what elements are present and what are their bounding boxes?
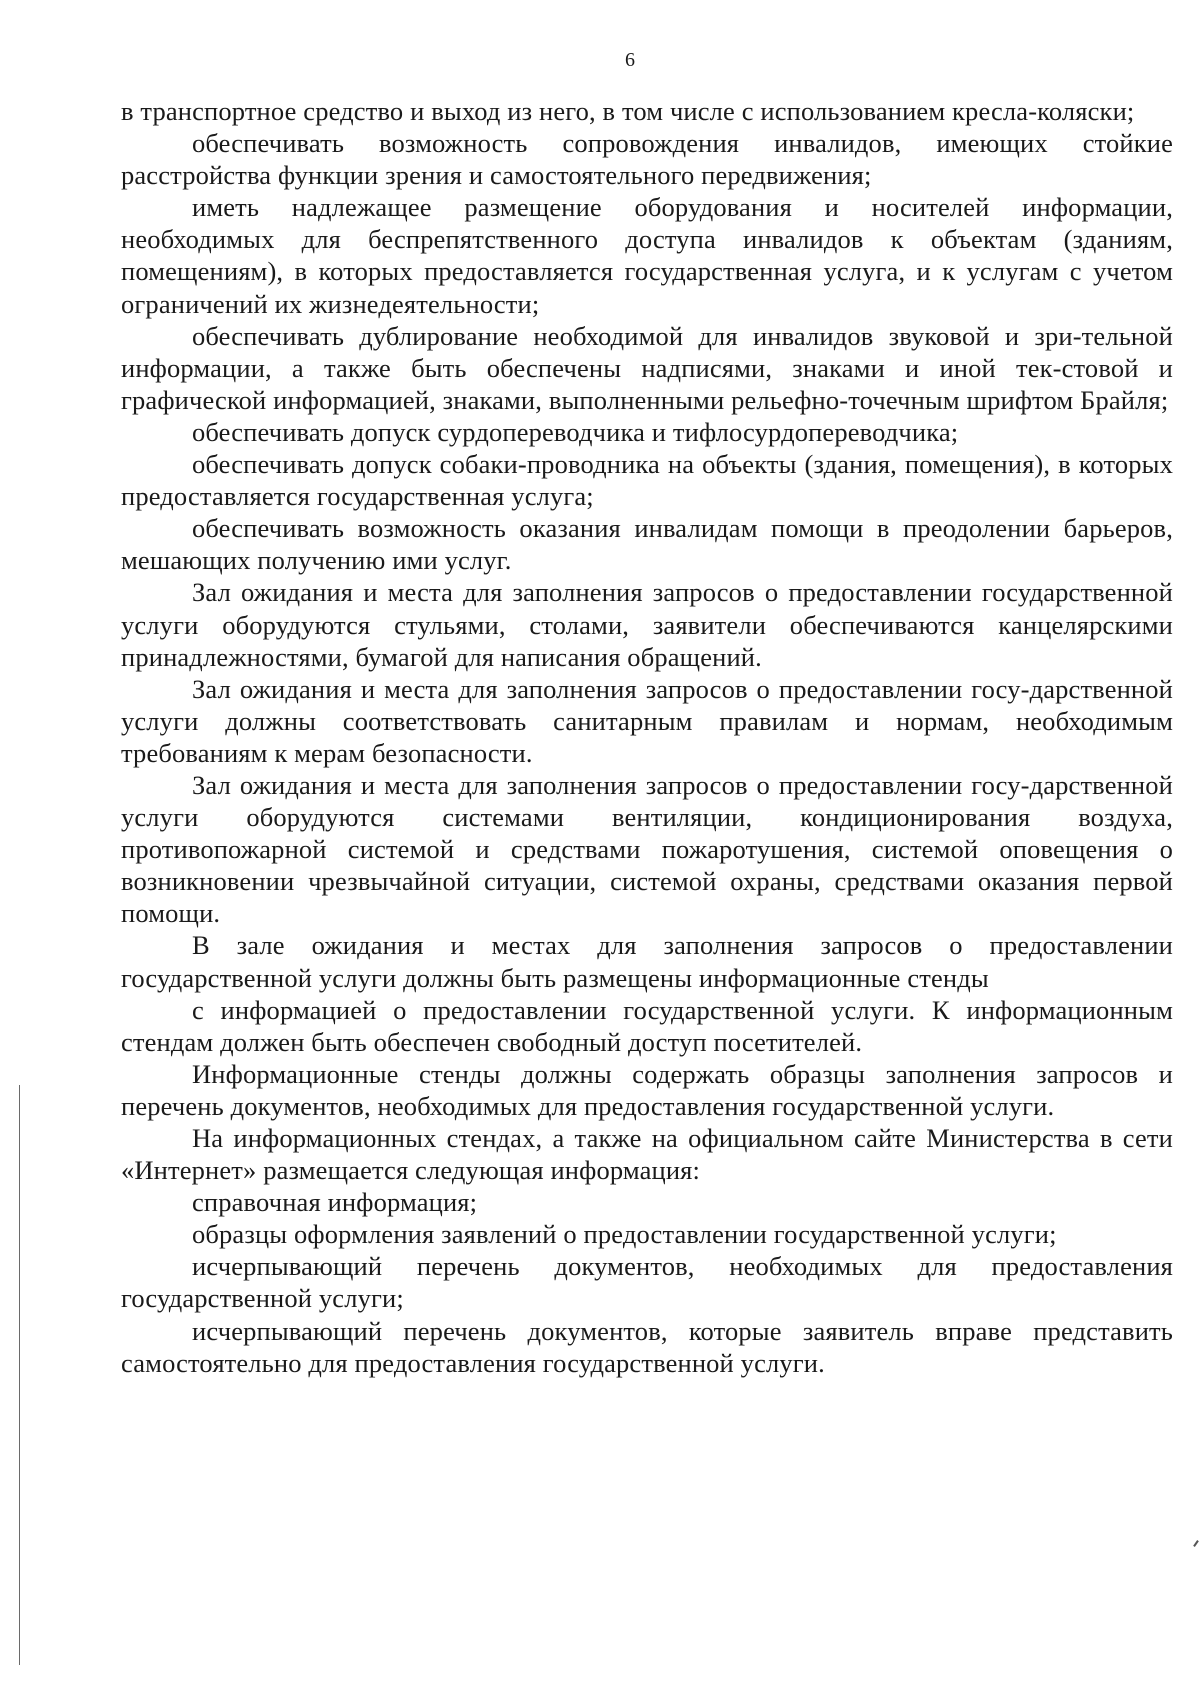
scan-margin-mark (1193, 1540, 1199, 1547)
paragraph: с информацией о предоставлении государственной услуги. К информационным стендам должен быть обеспечен свободный доступ посетителей. (121, 994, 1173, 1057)
paragraph: справочная информация; (192, 1187, 478, 1218)
document-body (121, 95, 1173, 1379)
scan-margin-line (19, 1085, 20, 1665)
paragraph: обеспечивать возможность сопровождения инвалидов, имеющих стойкие расстройства функции зрения и самостоятельного передвижения; (121, 128, 1173, 191)
paragraph: обеспечивать дублирование необходимой для инвалидов звуковой и зри-тельной информации, а также быть обеспечены надписями, знаками и иной тек-стовой и графической информацией, знаками, выполненными рельефно-точечным шрифтом Брайля; (121, 320, 1173, 415)
paragraph: иметь надлежащее размещение оборудования и носителей информации, необходимых для беспрепятственного доступа инвалидов к объектам (зданиям, помещениям), в которых предоставляется государственная услуга, и к услугам с учетом ограничений их жизнедеятельности; (121, 192, 1173, 319)
paragraph: обеспечивать возможность оказания инвалидам помощи в преодолении барьеров, мешающих получению ими услуг. (121, 513, 1173, 576)
paragraph: Зал ожидания и места для заполнения запросов о предоставлении госу-дарственной услуги оборудуются системами вентиляции, кондиционирования воздуха, противопожарной системой и средствами пожаротушения, системой оповещения о возникновении чрезвычайной ситуации, системой охраны, средствами оказания первой помощи. (121, 769, 1173, 929)
paragraph: исчерпывающий перечень документов, необходимых для предоставления государственной услуги; (121, 1251, 1173, 1314)
paragraph: Зал ожидания и места для заполнения запросов о предоставлении госу-дарственной услуги должны соответствовать санитарным правилам и нормам, необходимым требованиям к мерам безопасности. (121, 673, 1173, 768)
paragraph: Зал ожидания и места для заполнения запросов о предоставлении государственной услуги оборудуются стульями, столами, заявители обеспечиваются канцелярскими принадлежностями, бумагой для написания обращений. (121, 577, 1173, 672)
paragraph: Информационные стенды должны содержать образцы заполнения запросов и перечень документов, необходимых для предоставления государственной услуги. (121, 1058, 1173, 1121)
paragraph: обеспечивать допуск сурдопереводчика и тифлосурдопереводчика; (192, 416, 959, 447)
page-number: 6 (625, 49, 635, 71)
paragraph: образцы оформления заявлений о предоставлении государственной услуги; (192, 1219, 1057, 1250)
paragraph: исчерпывающий перечень документов, которые заявитель вправе представить самостоятельно для предоставления государственной услуги. (121, 1315, 1173, 1378)
paragraph: обеспечивать допуск собаки-проводника на объекты (здания, помещения), в которых предоставляется государственная услуга; (121, 449, 1173, 512)
paragraph: На информационных стендах, а также на официальном сайте Министерства в сети «Интернет» размещается следующая информация: (121, 1123, 1173, 1186)
paragraph: в транспортное средство и выход из него, в том числе с использованием кресла-коляски; (121, 96, 1135, 126)
paragraph: В зале ожидания и местах для заполнения запросов о предоставлении государственной услуги должны быть размещены информационные стенды (121, 930, 1173, 993)
